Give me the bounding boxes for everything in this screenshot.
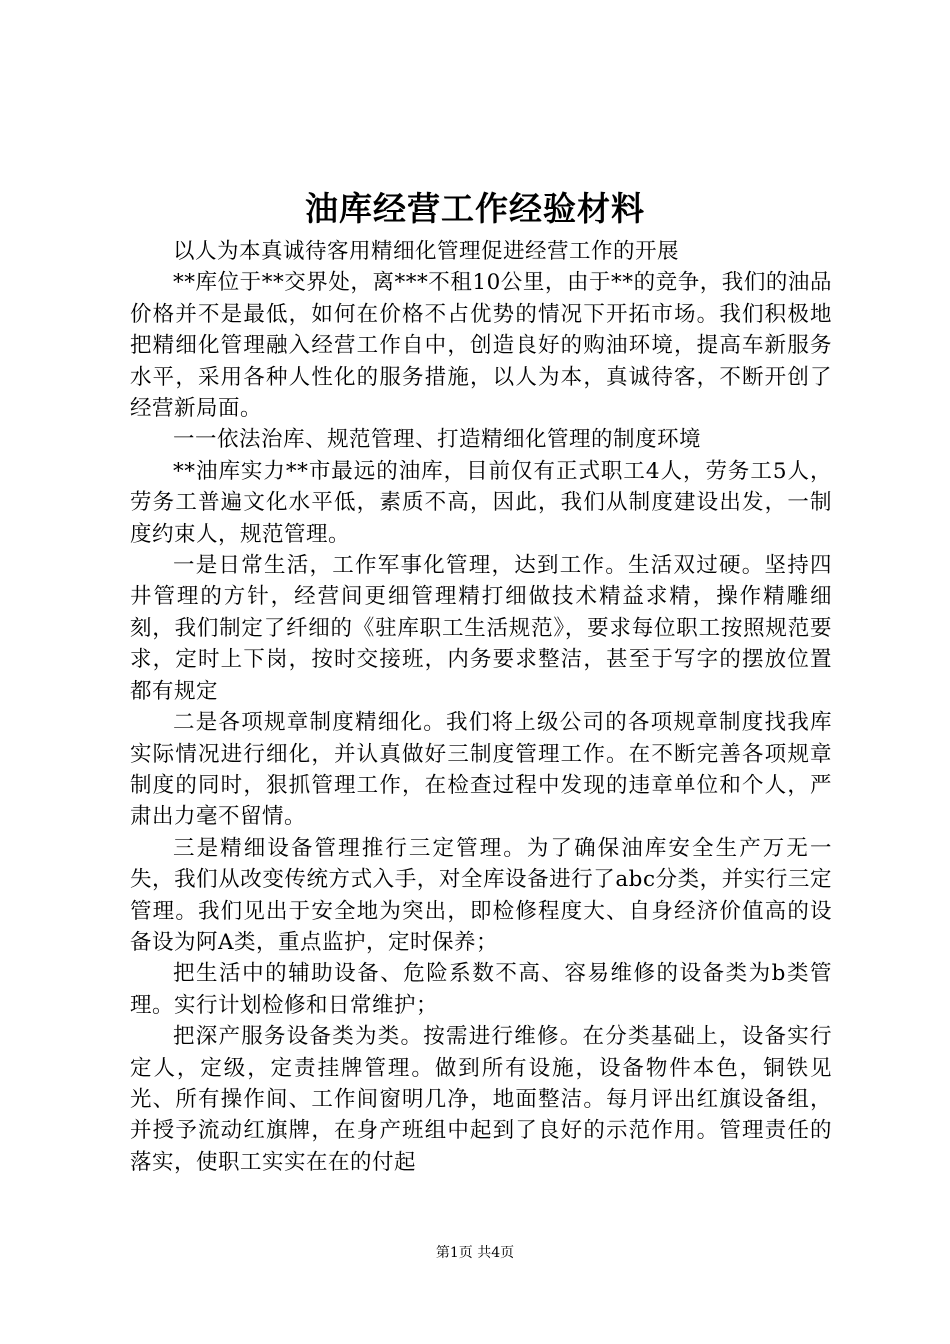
document-body <box>130 236 832 1178</box>
document-title: 油库经营工作经验材料 <box>305 189 645 228</box>
paragraph-class-c: 把深产服务设备类为类。按需进行维修。在分类基础上，设备实行定人，定级，定责挂牌管理。做到所有设施，设备物件本色，铜铁见光、所有操作间、工作间窗明几净，地面整洁。每月评出红旗设备组，并授予流动红旗牌，在身产班组中起到了良好的示范作用。管理责任的落实，使职工实实在在的付起 <box>130 1024 832 1175</box>
paragraph-point-three: 三是精细设备管理推行三定管理。为了确保油库安全生产万无一失，我们从改变传统方式入手，对全库设备进行了abc分类，并实行三定管理。我们见出于安全地为突出，即检修程度大、自身经济价值高的设备设为阿A类，重点监护，定时保养； <box>130 835 832 955</box>
paragraph-intro: **库位于**交界处，离***不租10公里，由于**的竞争，我们的油品价格并不是最低，如何在价格不占优势的情况下开拓市场。我们积极地把精细化管理融入经营工作自中，创造良好的购油环境，提高车新服务水平，采用各种人性化的服务措施，以人为本，真诚待客，不断开创了经营新局面。 <box>130 270 832 422</box>
paragraph-subtitle: 以人为本真诚待客用精细化管理促进经营工作的开展 <box>173 239 680 264</box>
paragraph-point-two: 二是各项规章制度精细化。我们将上级公司的各项规章制度找我库实际情况进行细化，并认真做好三制度管理工作。在不断完善各项规章制度的同时，狠抓管理工作，在检查过程中发现的违章单位和个人，严肃出力毫不留情。 <box>130 710 832 830</box>
paragraph-section-heading: 一一依法治库、规范管理、打造精细化管理的制度环境 <box>173 427 702 453</box>
paragraph-point-one: 一是日常生活，工作军事化管理，达到工作。生活双过硬。坚持四井管理的方针，经营间更细管理精打细做技术精益求精，操作精雕细刻，我们制定了纤细的《驻库职工生活规范》，要求每位职工按照规范要求，定时上下岗，按时交接班，内务要求整洁，甚至于写字的摆放位置都有规定 <box>130 553 832 704</box>
paragraph-class-b: 把生活中的辅助设备、危险系数不高、容易维修的设备类为b类管理。实行计划检修和日常维护； <box>130 961 832 1018</box>
paragraph-staffing: **油库实力**市最远的油库，目前仅有正式职工4人，劳务工5人，劳务工普遍文化水平低，素质不高，因此，我们从制度建设出发，一制度约束人，规范管理。 <box>130 458 832 547</box>
page-footer: 第1页 共4页 <box>435 1245 515 1261</box>
